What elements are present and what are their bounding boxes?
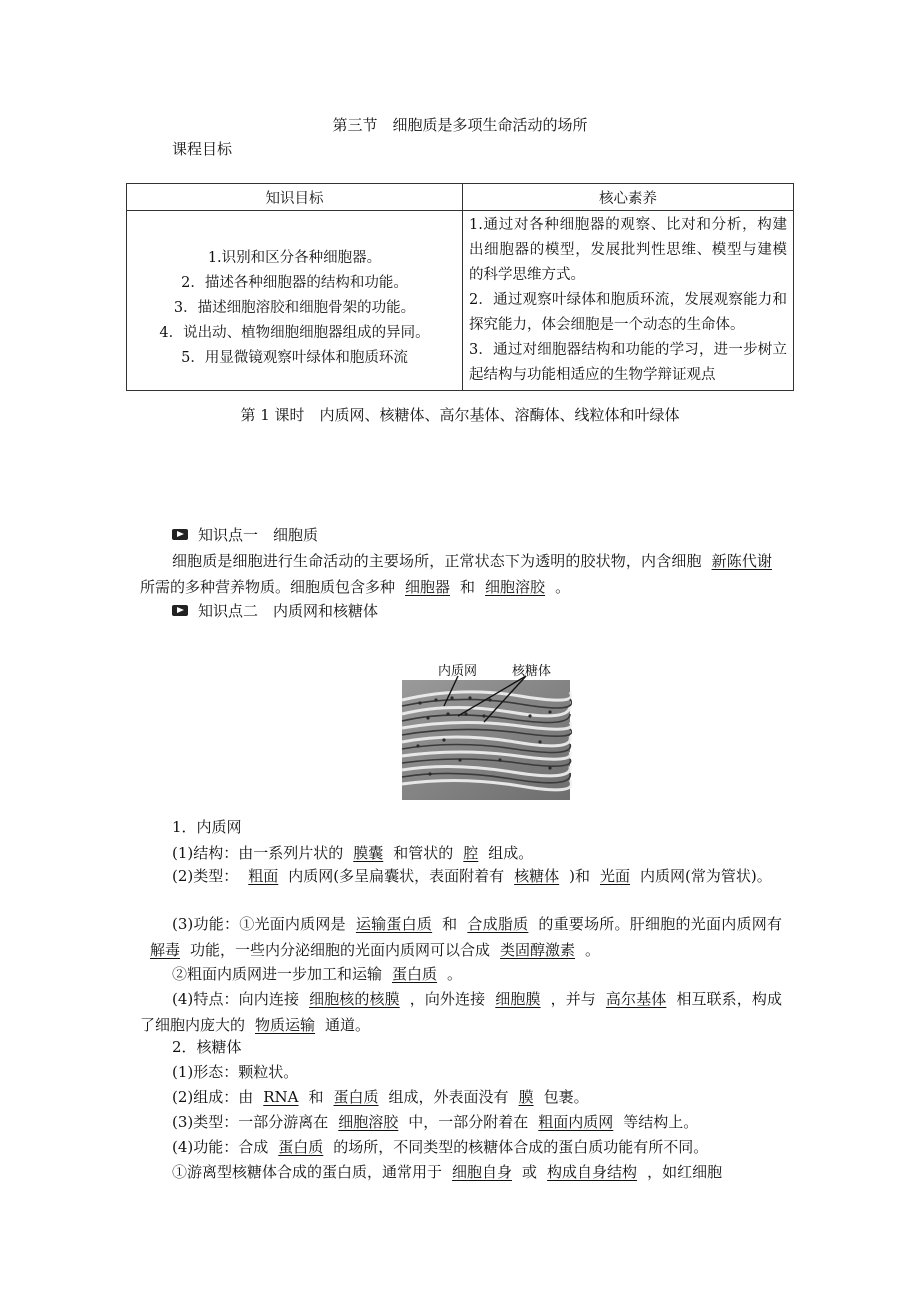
answer-blank: 膜 — [518, 1088, 534, 1106]
text-span: 等结构上。 — [623, 1113, 699, 1131]
section-heading-text: 知识点二 内质网和核糖体 — [198, 602, 379, 620]
text-span: ①游离型核糖体合成的蛋白质，通常用于 — [172, 1163, 443, 1181]
ribosome-types-line — [172, 1109, 782, 1135]
text-span: (3)类型：一部分游离在 — [172, 1113, 329, 1131]
knowledge-goal-item: 1.识别和区分各种细胞器。 — [207, 249, 382, 266]
course-goals-label: 课程目标 — [172, 140, 233, 158]
answer-blank: 新陈代谢 — [711, 552, 772, 570]
goals-table — [126, 183, 794, 391]
section-heading-2 — [172, 600, 378, 621]
figure-label-ribosome: 核糖体 — [512, 664, 552, 679]
section-heading-text: 知识点一 细胞质 — [198, 526, 319, 544]
answer-blank: 腔 — [463, 844, 479, 862]
ribosome-title: 2．核糖体 — [172, 1038, 242, 1056]
table-header-literacy: 核心素养 — [463, 184, 794, 211]
text-span: (3)功能：①光面内质网是 — [172, 915, 346, 933]
text-span: (2)类型： — [172, 867, 239, 885]
text-span: 。 — [555, 578, 571, 596]
answer-blank: RNA — [263, 1088, 299, 1106]
answer-blank: 细胞自身 — [452, 1163, 513, 1181]
section-heading-1 — [172, 524, 318, 545]
text-span: 所需的多种营养物质。细胞质包含多种 — [140, 578, 396, 596]
text-span: (4)特点：向内连接 — [172, 990, 300, 1008]
answer-blank: 高尔基体 — [605, 990, 667, 1008]
text-span: 细胞质是细胞进行生命活动的主要场所，正常状态下为透明的胶状物，内含细胞 — [172, 552, 702, 570]
answer-blank: 细胞核的核膜 — [309, 990, 400, 1008]
text-span: 通道。 — [325, 1016, 371, 1034]
text-span: 内质网(多呈扁囊状，表面附着有 — [288, 867, 505, 885]
text-span: (1)结构：由一系列片状的 — [172, 844, 344, 862]
answer-blank: 细胞器 — [405, 578, 451, 596]
answer-blank: 蛋白质 — [333, 1088, 379, 1106]
answer-blank: 粗面 — [248, 867, 279, 885]
answer-blank: 蛋白质 — [278, 1138, 324, 1156]
text-span: 的重要场所。肝细胞的光面内质网有 — [538, 915, 782, 933]
text-span: 。 — [585, 941, 601, 959]
text-span: 中，一部分附着在 — [408, 1113, 529, 1131]
text-span: ，向外连接 — [409, 990, 486, 1008]
text-span: ，如红细胞 — [647, 1163, 723, 1181]
text-span: 和 — [460, 578, 476, 596]
answer-blank: 细胞膜 — [495, 990, 541, 1008]
table-header-knowledge: 知识目标 — [127, 184, 463, 211]
literacy-goal-item: 2．通过观察叶绿体和胞质环流，发展观察能力和探究能力，体会细胞是一个动态的生命体。 — [469, 292, 787, 333]
answer-blank: 细胞溶胶 — [338, 1113, 399, 1131]
cytoplasm-paragraph — [140, 548, 782, 600]
ribosome-shape-line: (1)形态：颗粒状。 — [172, 1063, 299, 1081]
answer-blank: 物质运输 — [255, 1016, 316, 1034]
er-micrograph-image — [400, 656, 572, 802]
text-span: 包裹。 — [543, 1088, 589, 1106]
text-span: 和管状的 — [393, 844, 454, 862]
er-ribosome-figure — [400, 656, 572, 802]
answer-blank: 蛋白质 — [392, 965, 438, 983]
literacy-goal-item: 1.通过对各种细胞器的观察、比对和分析，构建出细胞器的模型，发展批判性思维、模型与建模的科学思维方式。 — [469, 217, 787, 283]
ribosome-composition-line — [172, 1084, 782, 1110]
literacy-goal-item: 3．通过对细胞器结构和功能的学习，进一步树立起结构与功能相适应的生物学辩证观点 — [469, 342, 787, 383]
arrow-marker-icon — [172, 529, 188, 540]
knowledge-goal-item: 4．说出动、植物细胞细胞器组成的异同。 — [159, 324, 430, 341]
text-span: 功能，一些内分泌细胞的光面内质网可以合成 — [190, 941, 491, 959]
text-span: 相互联系，构成了细胞内庞大的 — [140, 990, 782, 1034]
page-title: 第三节 细胞质是多项生命活动的场所 — [332, 116, 588, 134]
er-title: 1．内质网 — [172, 818, 242, 836]
answer-blank: 核糖体 — [514, 867, 560, 885]
text-span: 。 — [447, 965, 463, 983]
text-span: (4)功能：合成 — [172, 1138, 269, 1156]
text-span: 组成。 — [488, 844, 534, 862]
figure-label-er: 内质网 — [438, 664, 478, 679]
answer-blank: 光面 — [600, 867, 631, 885]
text-span: 组成，外表面没有 — [388, 1088, 509, 1106]
lesson-title: 第 1 课时 内质网、核糖体、高尔基体、溶酶体、线粒体和叶绿体 — [240, 406, 680, 424]
text-span: 的场所，不同类型的核糖体合成的蛋白质功能有所不同。 — [333, 1138, 709, 1156]
answer-blank: 粗面内质网 — [538, 1113, 614, 1131]
knowledge-goals-cell — [127, 211, 463, 391]
knowledge-goal-item: 5．用显微镜观察叶绿体和胞质环流 — [181, 349, 408, 366]
er-function-paragraph — [140, 911, 782, 963]
ribosome-function-line — [172, 1134, 782, 1160]
text-span: 和 — [308, 1088, 324, 1106]
answer-blank: 解毒 — [150, 941, 181, 959]
rough-er-line — [172, 961, 782, 987]
text-span: )和 — [569, 867, 590, 885]
knowledge-goal-item: 3．描述细胞溶胶和细胞骨架的功能。 — [173, 299, 416, 316]
free-ribosome-line — [172, 1159, 782, 1185]
text-span: 和 — [442, 915, 458, 933]
answer-blank: 构成自身结构 — [547, 1163, 638, 1181]
text-span: (2)组成：由 — [172, 1088, 254, 1106]
text-span: ，并与 — [550, 990, 596, 1008]
er-features-paragraph — [140, 986, 782, 1038]
knowledge-goal-item: 2．描述各种细胞器的结构和功能。 — [181, 274, 408, 291]
er-types-paragraph — [140, 863, 782, 889]
answer-blank: 运输蛋白质 — [355, 915, 433, 933]
text-span: 内质网(常为管状)。 — [640, 867, 772, 885]
text-span: 或 — [522, 1163, 538, 1181]
text-span: ②粗面内质网进一步加工和运输 — [172, 965, 383, 983]
answer-blank: 膜囊 — [353, 844, 384, 862]
literacy-goals-cell — [463, 211, 794, 391]
answer-blank: 类固醇激素 — [500, 941, 576, 959]
arrow-marker-icon — [172, 605, 188, 616]
answer-blank: 合成脂质 — [467, 915, 529, 933]
answer-blank: 细胞溶胶 — [485, 578, 546, 596]
